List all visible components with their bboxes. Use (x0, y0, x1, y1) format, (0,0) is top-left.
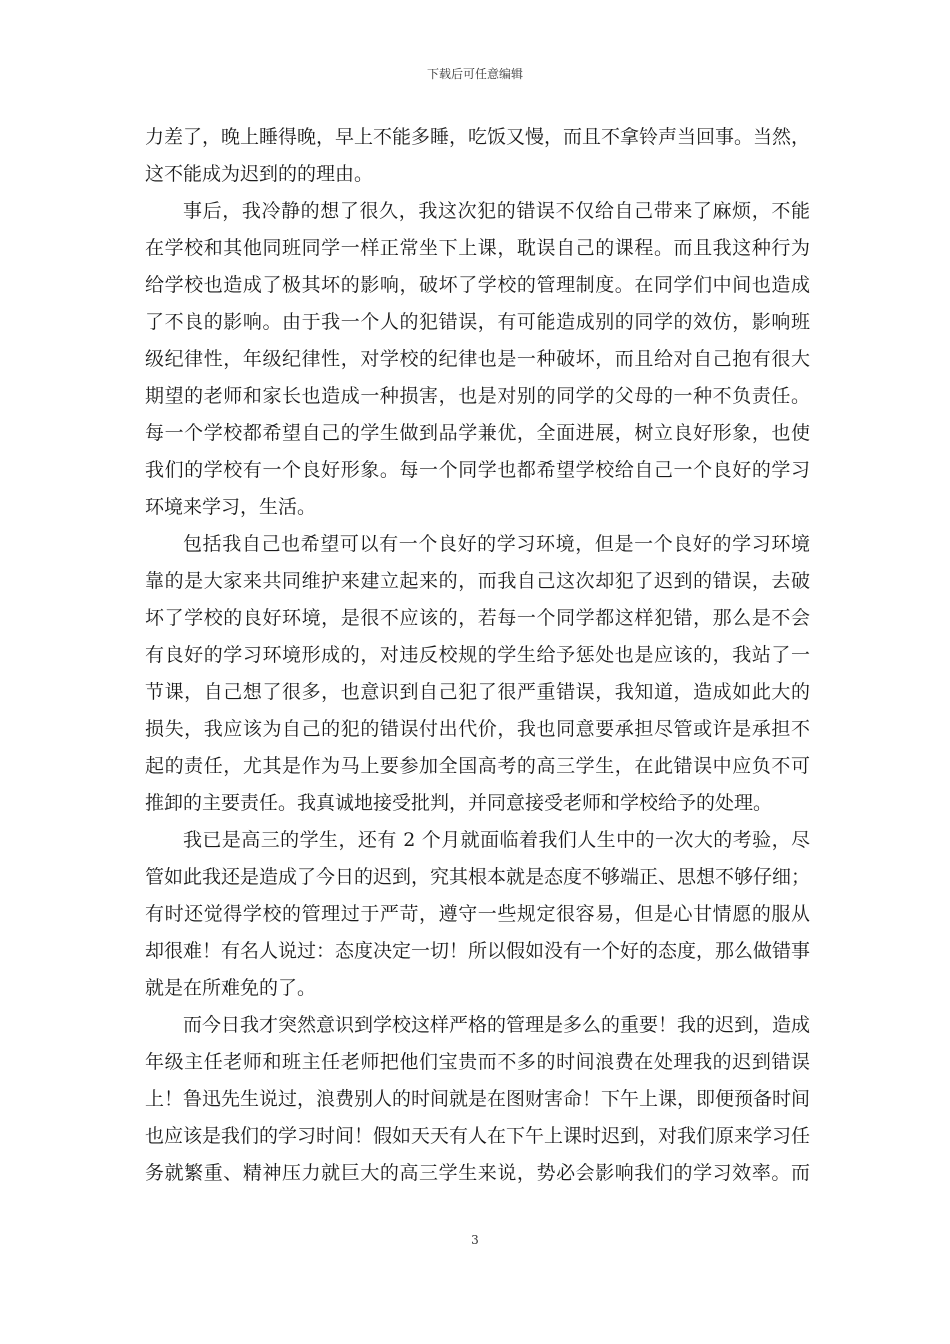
text-line: 每一个学校都希望自己的学生做到品学兼优，全面进展，树立良好形象，也使 (145, 422, 810, 444)
text-line: 靠的是大家来共同维护来建立起来的，而我自己这次却犯了迟到的错误，去破 (145, 570, 810, 592)
text-line: 期望的老师和家长也造成一种损害，也是对别的同学的父母的一种不负责任。 (145, 385, 810, 407)
document-body (145, 119, 810, 1192)
text-line: 损失，我应该为自己的犯的错误付出代价，我也同意要承担尽管或许是承担不 (145, 718, 810, 740)
text-line: 力差了，晚上睡得晚，早上不能多睡，吃饭又慢，而且不拿铃声当回事。当然， (145, 126, 811, 148)
text-line: 我们的学校有一个良好形象。每一个同学也都希望学校给自己一个良好的学习 (145, 459, 810, 481)
text-line: 了不良的影响。由于我一个人的犯错误，有可能造成别的同学的效仿，影响班 (145, 311, 810, 333)
text-line: 也应该是我们的学习时间！假如天天有人在下午上课时迟到，对我们原来学习任 (145, 1125, 811, 1147)
text-line: 坏了学校的良好环境，是很不应该的，若每一个同学都这样犯错，那么是不会 (145, 607, 810, 629)
text-line: 在学校和其他同班同学一样正常坐下上课，耽误自己的课程。而且我这种行为 (145, 237, 810, 259)
text-line: 上！鲁迅先生说过，浪费别人的时间就是在图财害命！下午上课，即便预备时间 (145, 1088, 811, 1110)
text-line: 务就繁重、精神压力就巨大的高三学生来说，势必会影响我们的学习效率。而 (145, 1162, 810, 1184)
text-line: 有良好的学习环境形成的，对违反校规的学生给予惩处也是应该的，我站了一 (145, 644, 810, 666)
text-line: 管如此我还是造成了今日的迟到，究其根本就是态度不够端正、思想不够仔细； (145, 866, 811, 888)
text-line: 事后，我冷静的想了很久，我这次犯的错误不仅给自己带来了麻烦，不能 (183, 200, 810, 222)
text-line: 却很难！有名人说过：态度决定一切！所以假如没有一个好的态度，那么做错事 (145, 940, 811, 962)
text-line: 环境来学习，生活。 (145, 496, 317, 518)
text-line: 我已是高三的学生，还有 2 个月就面临着我们人生中的一次大的考验，尽 (183, 829, 810, 851)
text-line: 就是在所难免的了。 (145, 977, 317, 999)
page-number: 3 (471, 1233, 479, 1247)
text-line: 有时还觉得学校的管理过于严苛，遵守一些规定很容易，但是心甘情愿的服从 (145, 903, 810, 925)
text-line: 推卸的主要责任。我真诚地接受批判，并同意接受老师和学校给予的处理。 (145, 792, 773, 814)
text-line: 而今日我才突然意识到学校这样严格的管理是多么的重要！我的迟到，造成 (183, 1014, 811, 1036)
page-header: 下载后可任意编辑 (426, 67, 523, 81)
text-line: 给学校也造成了极其坏的影响，破坏了学校的管理制度。在同学们中间也造成 (145, 274, 810, 296)
text-line: 节课，自己想了很多，也意识到自己犯了很严重错误，我知道，造成如此大的 (145, 681, 810, 703)
text-line: 包括我自己也希望可以有一个良好的学习环境，但是一个良好的学习环境 (183, 533, 810, 555)
text-line: 年级主任老师和班主任老师把他们宝贵而不多的时间浪费在处理我的迟到错误 (145, 1051, 810, 1073)
text-line: 级纪律性，年级纪律性，对学校的纪律也是一种破坏，而且给对自己抱有很大 (145, 348, 810, 370)
text-line: 起的责任，尤其是作为马上要参加全国高考的高三学生，在此错误中应负不可 (145, 755, 810, 777)
text-line: 这不能成为迟到的的理由。 (145, 163, 374, 185)
